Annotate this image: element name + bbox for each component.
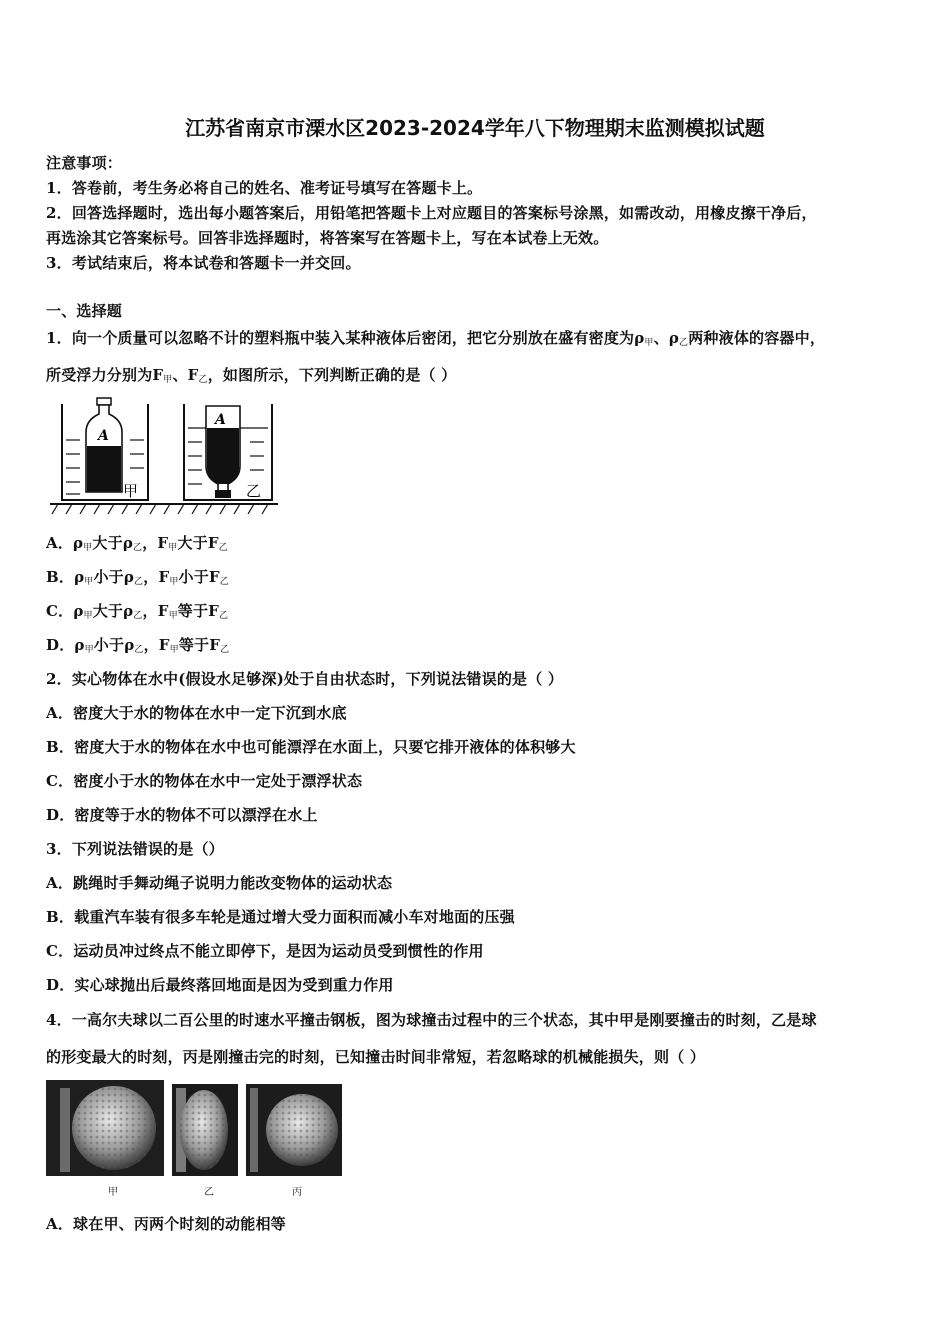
q4-golf-ball-photos xyxy=(46,1080,346,1180)
q3-option-a: A．跳绳时手舞动绳子说明力能改变物体的运动状态 xyxy=(46,874,393,892)
q3-option-c: C．运动员冲过终点不能立即停下，是因为运动员受到惯性的作用 xyxy=(46,942,484,960)
q1-option-a: A．$\rho_甲$大于$\rho_乙$，$F_甲$大于$F_乙$ xyxy=(46,534,228,553)
q3-option-b: B．载重汽车装有很多车轮是通过增大受力面积而减小车对地面的压强 xyxy=(46,908,515,926)
notice-item-2a: 2．回答选择题时，选出每小题答案后，用铅笔把答题卡上对应题目的答案标号涂黑，如需改动，用橡皮擦干净后， xyxy=(46,204,817,222)
label-yi: 乙 xyxy=(246,482,262,500)
bottle-label-a-inverted: A xyxy=(215,412,226,428)
q2-stem: 2．实心物体在水中(假设水足够深)处于自由状态时，下列说法错误的是（ ） xyxy=(46,670,564,688)
q1-option-b: B．$\rho_甲$小于$\rho_乙$，$F_甲$小于$F_乙$ xyxy=(46,568,229,587)
q4-stem-line2: 的形变最大的时刻，丙是刚撞击完的时刻，已知撞击时间非常短，若忽略球的机械能损失，则（ ） xyxy=(46,1048,706,1066)
q1-bottle-figure xyxy=(50,396,282,522)
label-jia: 甲 xyxy=(123,482,139,500)
notice-item-1: 1．答卷前，考生务必将自己的姓名、准考证号填写在答题卡上。 xyxy=(46,179,483,197)
notice-item-3: 3．考试结束后，将本试卷和答题卡一并交回。 xyxy=(46,254,361,272)
notice-item-2b: 再选涂其它答案标号。回答非选择题时，将答案写在答题卡上，写在本试卷上无效。 xyxy=(46,229,609,247)
photo-caption-bing: 丙 xyxy=(292,1187,302,1198)
q3-stem: 3．下列说法错误的是（） xyxy=(46,840,224,858)
bottle-label-a: A xyxy=(98,428,109,444)
notice-heading: 注意事项： xyxy=(46,154,123,172)
q4-option-a: A．球在甲、丙两个时刻的动能相等 xyxy=(46,1215,286,1233)
q2-option-a: A．密度大于水的物体在水中一定下沉到水底 xyxy=(46,704,347,722)
page-title: 江苏省南京市溧水区2023-2024学年八下物理期末监测模拟试题 xyxy=(185,116,765,140)
photo-caption-yi: 乙 xyxy=(204,1187,214,1198)
section-heading: 一、选择题 xyxy=(46,302,123,320)
q1-option-d: D．$\rho_甲$小于$\rho_乙$，$F_甲$等于$F_乙$ xyxy=(46,636,230,655)
q2-option-d: D．密度等于水的物体不可以漂浮在水上 xyxy=(46,806,318,824)
q3-option-d: D．实心球抛出后最终落回地面是因为受到重力作用 xyxy=(46,976,394,994)
q1-stem-line1: 1．向一个质量可以忽略不计的塑料瓶中装入某种液体后密闭，把它分别放在盛有密度为$\rho_甲$、$\rho_乙$两种液体的容器中， xyxy=(46,329,826,348)
q2-option-c: C．密度小于水的物体在水中一定处于漂浮状态 xyxy=(46,772,363,790)
photo-caption-jia: 甲 xyxy=(108,1187,118,1198)
q1-option-c: C．$\rho_甲$大于$\rho_乙$，$F_甲$等于$F_乙$ xyxy=(46,602,229,621)
q4-stem-line1: 4．一高尔夫球以二百公里的时速水平撞击钢板，图为球撞击过程中的三个状态，其中甲是刚要撞击的时刻，乙是球 xyxy=(46,1011,817,1029)
q1-stem-line2: 所受浮力分别为$F_甲$、$F_乙$，如图所示，下列判断正确的是（ ） xyxy=(46,366,457,385)
q2-option-b: B．密度大于水的物体在水中也可能漂浮在水面上，只要它排开液体的体积够大 xyxy=(46,738,576,756)
